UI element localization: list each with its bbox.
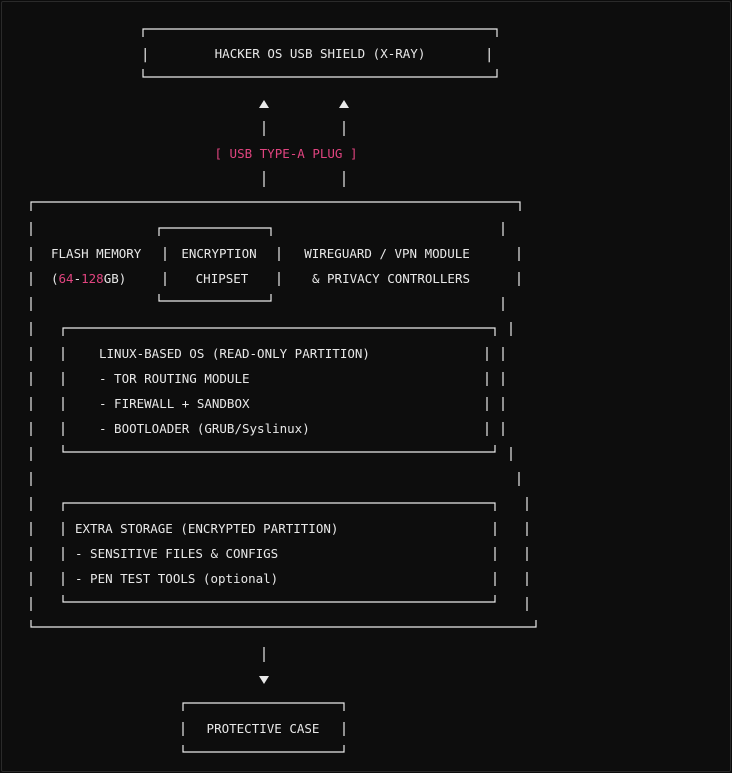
usb-body-outline	[31, 202, 536, 627]
linux-os-title: LINUX-BASED OS (READ-ONLY PARTITION)	[99, 346, 370, 361]
flash-memory-component	[51, 246, 142, 286]
os-item-firewall: - FIREWALL + SANDBOX	[99, 396, 250, 411]
encryption-chipset-box	[159, 228, 279, 301]
vpn-module-line1: WIREGUARD / VPN MODULE	[304, 246, 470, 261]
arrow-down-icon	[259, 676, 269, 684]
top-box-title: HACKER OS USB SHIELD (X-RAY)	[214, 46, 426, 61]
storage-title: EXTRA STORAGE (ENCRYPTED PARTITION)	[75, 521, 339, 536]
svg-text:|: |	[485, 47, 494, 63]
case-connector	[259, 647, 269, 684]
top-box	[141, 29, 497, 77]
arrow-up-icon-right	[339, 100, 349, 108]
os-item-bootloader: - BOOTLOADER (GRUB/Syslinux)	[99, 421, 310, 436]
extra-storage-box	[63, 503, 495, 602]
protective-case-box	[183, 703, 344, 752]
flash-memory-size: (64-128GB)	[51, 271, 127, 286]
plug-connector	[215, 100, 358, 187]
usb-plug-label: [ USB TYPE-A PLUG ]	[214, 146, 358, 161]
encryption-chipset-line2: CHIPSET	[195, 271, 249, 286]
encryption-chipset-line1: ENCRYPTION	[181, 246, 257, 261]
vpn-module-component	[304, 246, 470, 286]
vpn-module-line2: & PRIVACY CONTROLLERS	[311, 271, 471, 286]
protective-case-label: PROTECTIVE CASE	[206, 721, 320, 736]
arrow-up-icon-left	[259, 100, 269, 108]
svg-text:|: |	[141, 47, 150, 63]
flash-memory-label: FLASH MEMORY	[51, 246, 142, 261]
os-item-tor: - TOR ROUTING MODULE	[99, 371, 250, 386]
storage-item-files: - SENSITIVE FILES & CONFIGS	[75, 546, 279, 561]
linux-os-box	[63, 328, 495, 452]
storage-item-pentest: - PEN TEST TOOLS (optional)	[75, 571, 279, 586]
